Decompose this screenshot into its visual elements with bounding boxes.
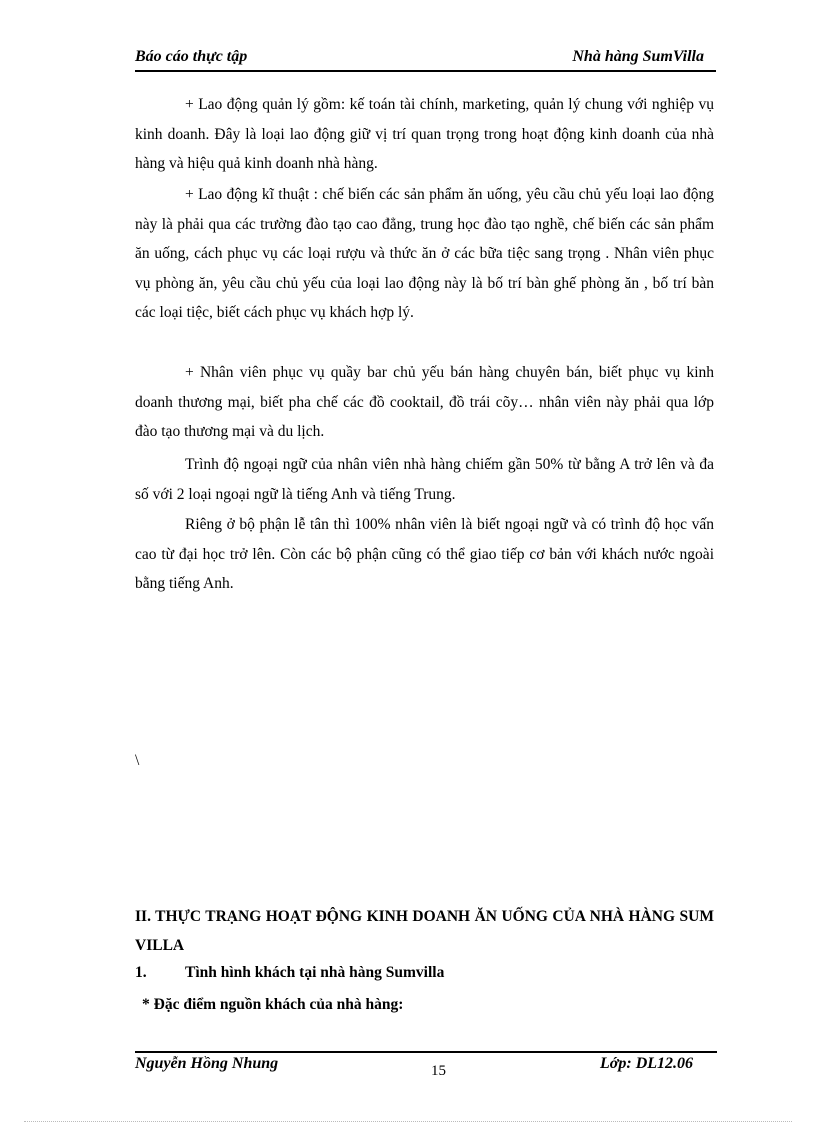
footer-author: Nguyễn Hồng Nhung	[135, 1055, 279, 1072]
page-bottom-edge	[24, 1121, 792, 1122]
stray-mark: \	[135, 752, 140, 769]
subsection-heading	[135, 960, 444, 986]
paragraph-technical-labor: + Lao động kĩ thuật : chế biến các sản phẩm ăn uống, yêu cầu chủ yếu loại lao động này là phải qua các trường đào tạo cao đẳng, trung học đào tạo nghề, chế biến các sản phẩm ăn uống, cách phục vụ các loại rượu và thức ăn ở các bữa tiệc sang trọng . Nhân viên phục vụ phòng ăn, yêu cầu chủ yếu của loại lao động này là bố trí bàn ghế phòng ăn , bố trí bàn các loại tiệc, biết cách phục vụ khách hợp lý.	[135, 186, 714, 321]
footer-divider	[135, 1051, 717, 1053]
footer-class: Lớp: DL12.06	[600, 1055, 694, 1072]
page-number: 15	[431, 1063, 446, 1079]
paragraph-management-labor: + Lao động quản lý gồm: kế toán tài chính, marketing, quản lý chung với nghiệp vụ kinh doanh. Đây là loại lao động giữ vị trí quan trọng trong hoạt động kinh doanh của nhà hàng và hiệu quả kinh doanh nhà hàng.	[135, 96, 714, 172]
header-restaurant-name: Nhà hàng SumVilla	[572, 48, 704, 65]
subsection-number: 1.	[135, 964, 147, 981]
subsection-title: Tình hình khách tại nhà hàng Sumvilla	[185, 964, 445, 981]
paragraph-bar-staff: + Nhân viên phục vụ quầy bar chủ yếu bán hàng chuyên bán, biết phục vụ kinh doanh thương mại, biết pha chế các đồ cooktail, đồ trái cõy… nhân viên này phải qua lớp đào tạo thương mại và du lịch.	[135, 364, 714, 440]
section-heading: II. THỰC TRẠNG HOẠT ĐỘNG KINH DOANH ĂN UỐNG CỦA NHÀ HÀNG SUM VILLA	[135, 908, 714, 954]
page-header	[135, 48, 716, 72]
paragraph-reception: Riêng ở bộ phận lễ tân thì 100% nhân viên là biết ngoại ngữ và có trình độ học vấn cao từ đại học trở lên. Còn các bộ phận cũng có thể giao tiếp cơ bản với khách nước ngoài bằng tiếng Anh.	[135, 516, 714, 592]
paragraph-foreign-language: Trình độ ngoại ngữ của nhân viên nhà hàng chiếm gần 50% từ bằng A trở lên và đa số với 2 loại ngoại ngữ là tiếng Anh và tiếng Trung.	[135, 456, 714, 503]
header-report-title: Báo cáo thực tập	[135, 48, 248, 65]
bullet-heading: * Đặc điểm nguồn khách của nhà hàng:	[142, 996, 404, 1013]
